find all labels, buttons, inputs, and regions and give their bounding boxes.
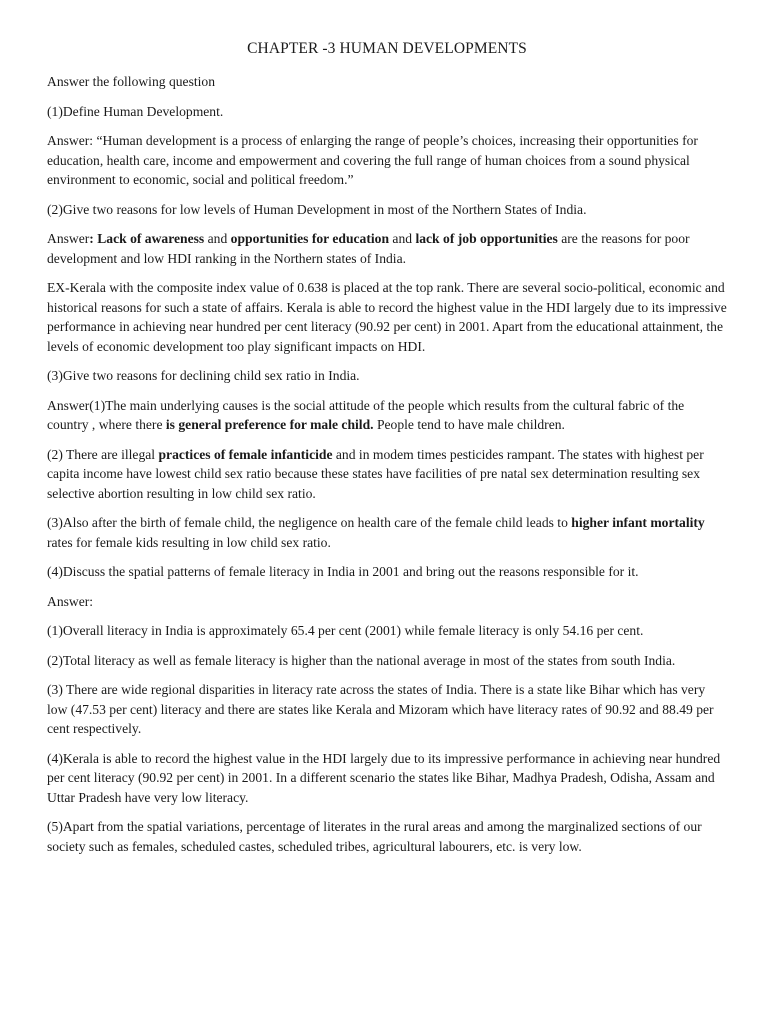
- paragraph-9: [47, 445, 727, 504]
- paragraph-15: [47, 680, 727, 739]
- paragraph-13: [47, 621, 727, 641]
- page-title: CHAPTER -3 HUMAN DEVELOPMENTS: [247, 40, 527, 57]
- bold-text: : Lack of awareness: [89, 231, 205, 246]
- bold-text: opportunities for education: [230, 231, 390, 246]
- text-run: and in modem times pesticides rampant. The states with highest per capita income have lowest child sex ratio because these states have facilities of pre natal sex determination resulting sex selective abortion resulting in low child sex ratio.: [47, 446, 704, 501]
- document-page: [47, 40, 727, 866]
- paragraph-7: [47, 366, 727, 386]
- bold-text: higher infant mortality: [571, 515, 705, 530]
- text-run: (3)Also after the birth of female child, the negligence on health care of the female child leads to: [47, 515, 572, 530]
- text-run: Answer the following question: [47, 74, 216, 89]
- bold-text: lack of job opportunities: [415, 231, 558, 246]
- text-run: (4)Kerala is able to record the highest value in the HDI largely due to its impressive performance in achieving near hundred per cent literacy (90.92 per cent) in 2001. In a different scenario the states like Bihar, Madhya Pradesh, Odisha, Assam and Uttar Pradesh have very low literacy.: [47, 750, 721, 805]
- paragraph-16: [47, 749, 727, 808]
- paragraph-6: [47, 278, 727, 356]
- text-run: Answer:: [47, 593, 94, 609]
- text-run: (2)Give two reasons for low levels of Human Development in most of the Northern States of India.: [47, 201, 587, 217]
- paragraph-10: [47, 513, 727, 552]
- text-run: (1)Define Human Development.: [47, 103, 224, 119]
- text-run: and: [389, 231, 416, 246]
- text-run: rates for female kids resulting in low child sex ratio.: [47, 534, 331, 550]
- bold-text: is general preference for male child.: [165, 417, 374, 432]
- paragraph-8: [47, 396, 727, 435]
- paragraph-1: [47, 72, 727, 92]
- text-run: (3) There are wide regional disparities in literacy rate across the states of India. There is a state like Bihar which has very low (47.53 per cent) literacy and there are states like Kerala and Mizoram which have literacy rates of 90.92 and 88.49 per cent respectively.: [47, 682, 714, 736]
- text-run: Answer: “Human development is a process of enlarging the range of people’s choices, increasing their opportunities for education, health care, income and empowerment and covering the full range of human choices from a sound physical environment to economic, social and political freedom.”: [47, 133, 698, 187]
- paragraph-2: [47, 102, 727, 122]
- text-run: (5)Apart from the spatial variations, percentage of literates in the rural areas and among the marginalized sections of our society such as females, scheduled castes, scheduled tribes, agricultural labourers, etc. is very low.: [47, 819, 702, 854]
- paragraph-4: [47, 200, 727, 220]
- text-run: and: [204, 231, 231, 246]
- document-body: [47, 72, 727, 856]
- text-run: (1)Overall literacy in India is approximately 65.4 per cent (2001) while female literacy is only 54.16 per cent.: [47, 623, 644, 638]
- bold-text: practices of female infanticide: [158, 446, 333, 462]
- text-run: People tend to have male children.: [373, 417, 565, 432]
- text-run: (3)Give two reasons for declining child sex ratio in India.: [47, 368, 360, 383]
- text-run: EX-Kerala with the composite index value of 0.638 is placed at the top rank. There are several socio-political, economic and historical reasons for such a state of affairs. Kerala is able to record the highest value in the HDI largely due to its impressive performance in achieving near hundred per cent literacy (90.92 per cent) in 2001. Apart from the educational attainment, the levels of economic development too play significant impacts on HDI.: [47, 280, 727, 354]
- paragraph-5: [47, 229, 727, 268]
- text-run: Answer: [47, 231, 90, 246]
- text-run: (2) There are illegal: [47, 446, 159, 462]
- text-run: (2)Total literacy as well as female literacy is higher than the national average in most of the states from south India.: [47, 652, 676, 668]
- paragraph-17: [47, 817, 727, 856]
- text-run: are the reasons for poor development and low HDI ranking in the Northern states of India.: [47, 231, 690, 266]
- paragraph-3: [47, 131, 727, 190]
- paragraph-12: [47, 592, 727, 612]
- text-run: (4)Discuss the spatial patterns of female literacy in India in 2001 and bring out the reasons responsible for it.: [47, 564, 639, 579]
- paragraph-14: [47, 651, 727, 671]
- text-run: Answer(1)The main underlying causes is the social attitude of the people which results from the cultural fabric of the country , where there: [47, 397, 685, 432]
- paragraph-11: [47, 562, 727, 582]
